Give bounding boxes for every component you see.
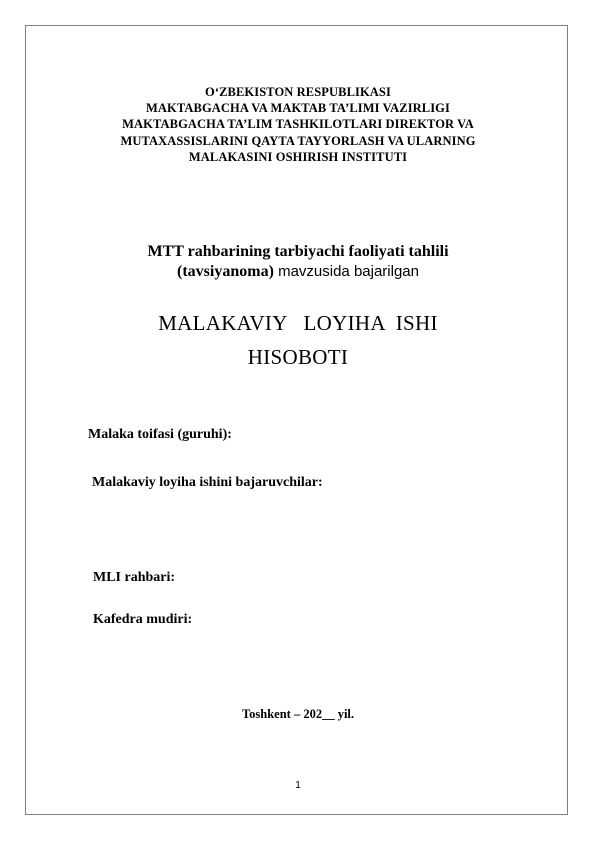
institution-line: MUTAXASSISLARINI QAYTA TAYYORLASH VA ULARNING xyxy=(120,133,476,148)
institution-header xyxy=(40,84,556,165)
project-topic xyxy=(40,242,556,282)
document-subtitle: HISOBOTI xyxy=(247,345,349,369)
institution-line: MALAKASINI OSHIRISH INSTITUTI xyxy=(188,149,408,164)
page-number: 1 xyxy=(295,780,301,791)
topic-bold-part: (tavsiyanoma) xyxy=(177,263,274,280)
executors-field-label: Malakaviy loyiha ishini bajaruvchilar: xyxy=(92,475,323,490)
institution-line: MAKTABGACHA VA MAKTAB TA’LIMI VAZIRLIGI xyxy=(146,101,450,116)
institution-line: O‘ZBEKISTON RESPUBLIKASI xyxy=(205,85,391,99)
topic-rest: mavzusida bajarilgan xyxy=(273,263,419,280)
department-head-field-label: Kafedra mudiri: xyxy=(93,612,193,627)
city-year: Toshkent – 202__ yil. xyxy=(241,707,355,721)
category-field-label: Malaka toifasi (guruhi): xyxy=(88,427,232,442)
document-title: MALAKAVIY LOYIHA ISHI xyxy=(158,311,438,335)
institution-line: MAKTABGACHA TA’LIM TASHKILOTLARI DIREKTOR VA xyxy=(122,117,474,132)
supervisor-field-label: MLI rahbari: xyxy=(93,570,176,585)
topic-line-1: MTT rahbarining tarbiyachi faoliyati tahlili xyxy=(147,243,449,260)
